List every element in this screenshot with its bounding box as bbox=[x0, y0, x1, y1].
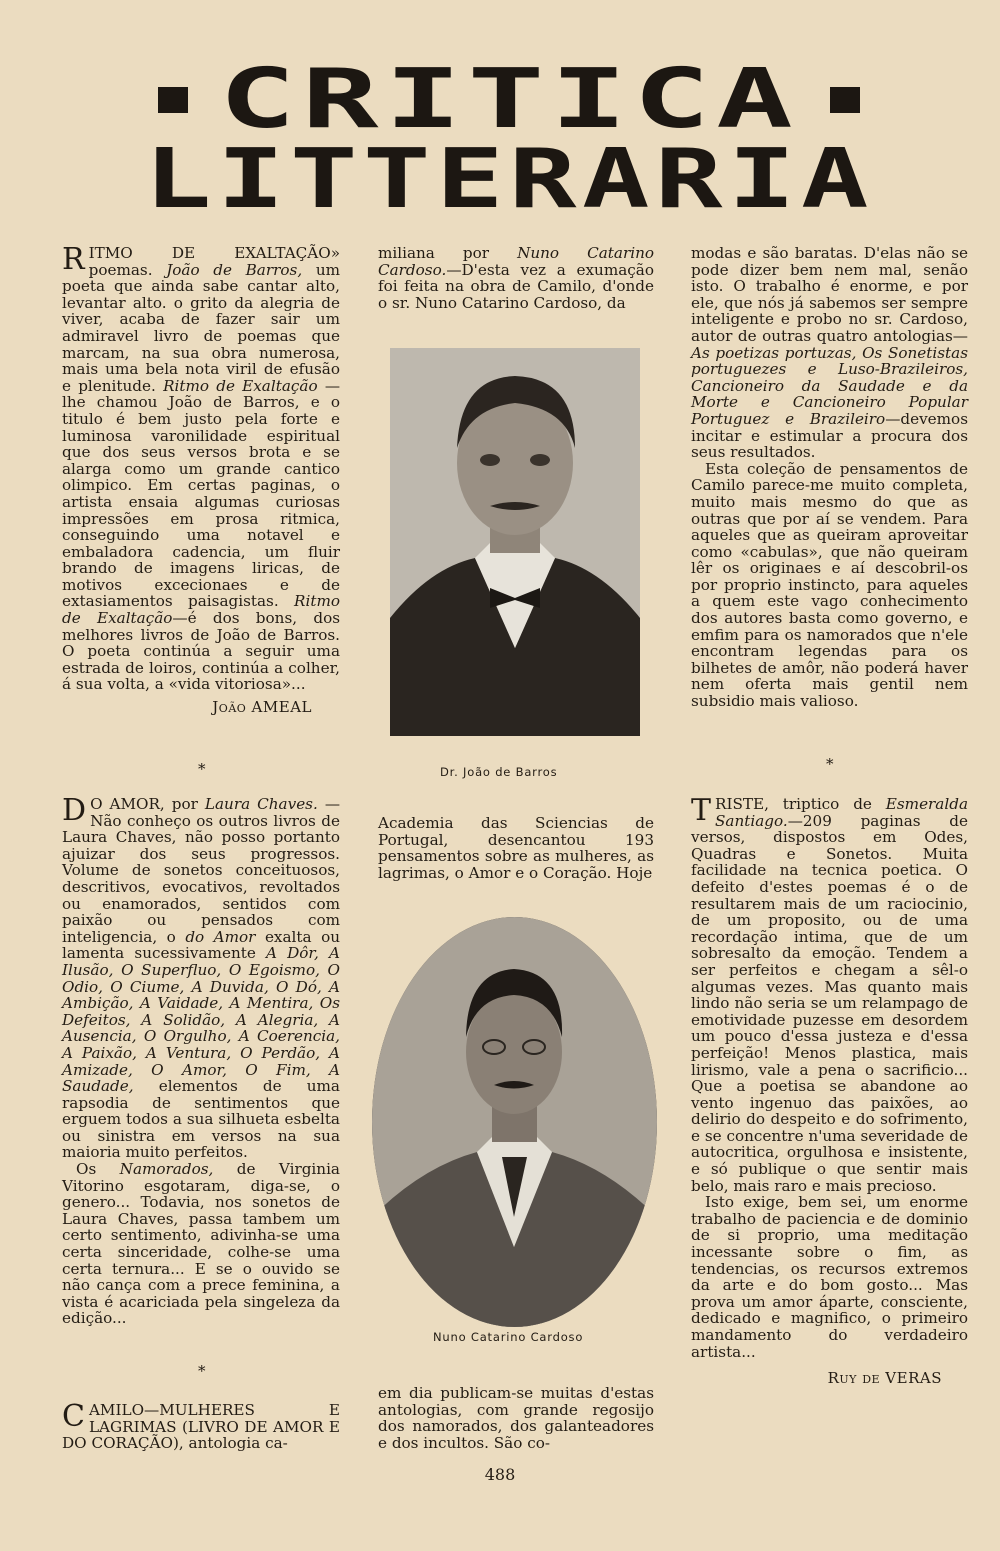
article-text: —é dos bons, dos melhores livros de João de Barros. O poeta continúa a seguir uma estrada de loiros, continúa a colher, á sua volta, a «vida vitoriosa»... bbox=[62, 609, 341, 694]
header-square-right bbox=[830, 87, 860, 113]
article-paragraph: Isto exige, bem sei, um enorme trabalho de paciencia e de dominio de si proprio, uma meditação incessante sobre o fim, as tendencias, os recursos extremos da arte e do bom gosto... Mas prova um amor áparte, consciente, dedicado e magnifico, o primeiro mandamento do verdadeiro artista... bbox=[691, 1193, 968, 1361]
separator-star: * bbox=[198, 760, 206, 778]
article-paragraph: Esta coleção de pensamentos de Camilo parece-me muito completa, muito mais mesmo do que as outras que por aí se vendem. Para aqueles que as queiram aproveitar como «cabulas», que não queiram lêr os originaes e aí descobril-os por proprio instincto, para aqueles a quem este vago conhecimento dos autores basta como governo, e emfim para os namorados que n'ele encontram legendas para os bilhetes de amôr, não poderá haver nem oferta mais gentil nem subsidio mais valioso. bbox=[691, 459, 968, 711]
dropcap: T bbox=[691, 793, 712, 828]
article-text: —devemos incitar e estimular a procura dos seus resultados. bbox=[691, 409, 968, 462]
dropcap: D bbox=[62, 793, 87, 828]
review-triste bbox=[691, 793, 968, 1388]
article-text: Academia das Sciencias de Portugal, desencantou 193 pensamentos sobre as mulheres, as lagrimas, o Amor e o Coração. Hoje bbox=[378, 814, 654, 882]
article-text: modas e são baratas. D'elas não se pode dizer bem nem mal, senão isto. O trabalho é enorme, e por ele, que nós já sabemos ser sempre inteligente e probo no sr. Cardoso, autor de outras quatro antologias— bbox=[691, 244, 968, 345]
article-text: —Não conheço os outros livros de Laura Chaves, não posso portanto ajuizar dos seus progressos. Volume de sonetos conceituosos, descritivos, evocativos, revoltados ou enamorados, sentidos com paixão ou pensados com inteligencia, o bbox=[62, 795, 341, 946]
article-text: —D'esta vez a exumação foi feita na obra de Camilo, d'onde o sr. Nuno Catarino Cardoso, da bbox=[378, 260, 654, 312]
separator-star: * bbox=[826, 755, 834, 773]
article-text: —209 paginas de versos, dispostos em Odes, Quadras e Sonetos. Muita facilidade na tecnica poetica. O defeito d'estes poemas é o de resultarem mais de um raciocinio, de um proposito, ou de uma recordação intima, que de um sobresalto da emoção. Tendem a ser perfeitos e chegam a sêl-o algumas vezes. Mas quanto mais lindo não seria se um relampago de emotividade puzesse em desordem um pouco d'essa justeza e d'essa perfeição! Menos plastica, mais lirismo, vale a pena o sacrificio... Que a poetisa se abandone ao vento ingenuo das paixões, ao delirio do despeito e do sofrimento, e se concentre n'uma severidade de autocritica, orgulhosa e insistente, e só publique o que sentir mais belo, mais raro e mais precioso. bbox=[691, 811, 968, 1195]
portrait-photo-1 bbox=[390, 348, 640, 736]
signature: João AMEAL bbox=[212, 698, 312, 717]
author-name: Laura Chaves. bbox=[204, 795, 318, 813]
article-text: RISTE, triptico de bbox=[715, 795, 886, 813]
review-camilo-middle bbox=[378, 815, 654, 881]
article-text: exalta ou lamenta sucessivamente bbox=[62, 927, 340, 963]
sonnet-titles: A Dôr, A Ilusão, O Superfluo, O Egoismo, O Odio, O Ciume, A Duvida, O Dó, A Ambição, A Vaidade, A Mentira, Os Defeitos, A Solidão, A Alegria, A Ausencia, O Orgulho, A Coerencia, A Paixão, A Ventura, O Perdão, A Amizade, O Amor, O Fim, A Saudade, bbox=[62, 944, 340, 1096]
separator-star: * bbox=[198, 1362, 206, 1380]
author-name: Esmeralda Santiago. bbox=[715, 795, 968, 830]
article-text: miliana por bbox=[378, 244, 518, 262]
photo-caption: Nuno Catarino Cardoso bbox=[433, 1330, 584, 1344]
portrait-joao-de-barros bbox=[390, 348, 640, 736]
author-name: João de Barros, bbox=[166, 260, 303, 279]
portrait-photo-2 bbox=[372, 917, 657, 1327]
signature: Ruy de VERAS bbox=[827, 1369, 942, 1388]
review-do-amor bbox=[62, 793, 341, 1328]
book-title: Namorados, bbox=[119, 1160, 214, 1179]
article-text: AMILO—MULHERES E LAGRIMAS (LIVRO DE AMOR E DO CORAÇÃO), antologia ca- bbox=[62, 1401, 340, 1453]
article-text: um poeta que ainda sabe cantar alto, levantar alto. o grito da alegria de viver, acaba de fazer sair um admiravel livro de poemas que marcam, na sua obra numerosa, mais uma bela nota viril de efusão e plenitude. bbox=[62, 260, 340, 395]
book-title: Ritmo de Exaltação bbox=[163, 376, 318, 395]
portrait-nuno-catarino-cardoso bbox=[372, 917, 657, 1327]
dropcap: C bbox=[62, 1399, 85, 1434]
article-text: de Virginia Vitorino esgotaram, diga-se, o genero... Todavia, nos sonetos de Laura Chaves, passa tambem um certo sentimento, adivinha-se uma certa sinceridade, colhe-se uma certa ternura... E se o ouvido se não cança com a prece feminina, a vista é acariciada pela singeleza da edição... bbox=[62, 1160, 340, 1328]
dropcap: R bbox=[62, 242, 85, 277]
book-titles: As poetizas portuzas, Os Sonetistas portuguezes e Luso-Brazileiros, Cancioneiro da Saudade e da Morte e Cancioneiro Popular Portuguez e Brazileiro bbox=[691, 343, 968, 428]
header-lettering bbox=[140, 45, 890, 215]
review-camilo-bottom bbox=[378, 1385, 654, 1451]
header-square-left bbox=[158, 87, 188, 113]
author-name: Nuno Catarino Cardoso. bbox=[378, 244, 654, 279]
photo-caption: Dr. João de Barros bbox=[440, 765, 558, 779]
review-camilo-continued bbox=[378, 245, 654, 311]
header-line-2: LITTERARIA bbox=[144, 132, 874, 215]
article-text: Os bbox=[76, 1160, 120, 1179]
page-number: 488 bbox=[484, 1465, 516, 1484]
section-header bbox=[140, 45, 890, 215]
review-ritmo-de-exaltacao bbox=[62, 242, 341, 717]
review-camilo-mulheres bbox=[62, 1399, 340, 1453]
article-text: elementos de uma rapsodia de sentimentos que erguem todos a sua silhueta esbelta ou sinistra em versos na sua maioria muito perfeitos. bbox=[62, 1077, 340, 1162]
book-title: Ritmo de Exaltação bbox=[62, 592, 340, 628]
review-camilo-conclusion bbox=[691, 245, 968, 710]
article-text: em dia publicam-se muitas d'estas antologias, com grande regosijo dos namorados, dos galanteadores e dos incultos. São co- bbox=[378, 1384, 654, 1452]
article-text: — lhe chamou João de Barros, e o titulo é bem justo pela forte e luminosa varonilidade espiritual que dos seus versos brota e se alarga como um grande cantico olimpico. Em certas paginas, o artista ensaia algumas curiosas impressões em prosa ritmica, conseguindo uma notavel e embaladora cadencia, um fluir brando de imagens liricas, de motivos excecionaes e de extasiamentos paisagistas. bbox=[62, 376, 341, 611]
article-text: ITMO DE EXALTAÇÃO» poemas. bbox=[88, 244, 340, 279]
article-text: O AMOR, por bbox=[90, 795, 205, 813]
header-line-1: CRITICA bbox=[219, 52, 799, 147]
book-title: do Amor bbox=[185, 927, 256, 946]
